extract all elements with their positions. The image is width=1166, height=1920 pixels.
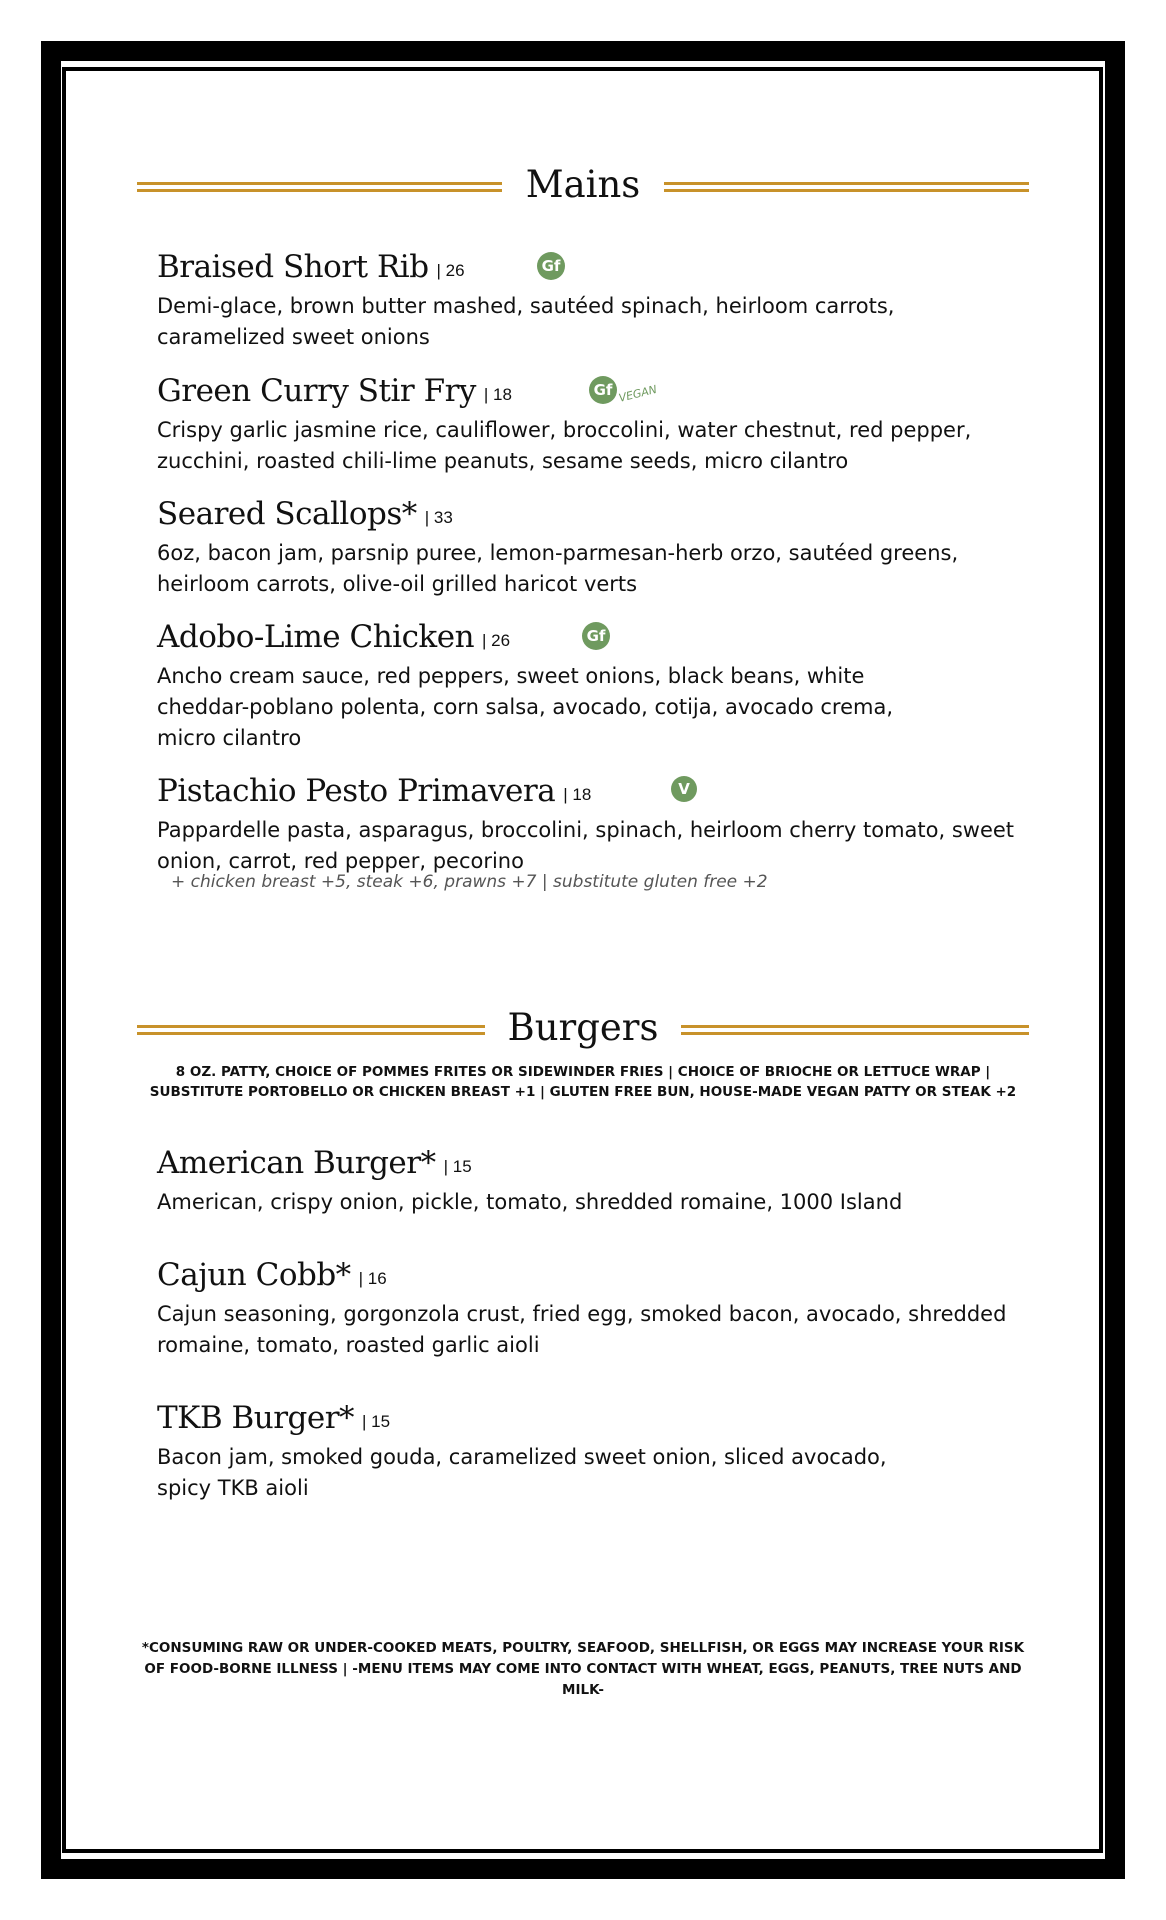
item-price: | 15 <box>443 1157 472 1176</box>
item-name: Adobo-Lime Chicken <box>157 619 475 655</box>
item-description: American, crispy onion, pickle, tomato, shredded romaine, 1000 Island <box>157 1190 903 1214</box>
mains-title: Mains <box>525 163 641 206</box>
mains-header-rule-right <box>664 182 1029 192</box>
item-price: | 33 <box>424 508 453 527</box>
item-price: | 18 <box>483 385 512 404</box>
burgers-title: Burgers <box>507 1006 659 1049</box>
item-description: Bacon jam, smoked gouda, caramelized sweet onion, sliced avocado, spicy TKB aioli <box>157 1445 887 1500</box>
mains-addons-note: + chicken breast +5, steak +6, prawns +7 | substitute gluten free +2 <box>171 872 768 892</box>
item-description: Crispy garlic jasmine rice, cauliflower, broccolini, water chestnut, red pepper, zucchini, roasted chili-lime peanuts, sesame seeds, micro cilantro <box>157 418 972 473</box>
menu-item-american-burger <box>157 1143 1037 1218</box>
item-price: | 15 <box>362 1412 391 1431</box>
item-name: Braised Short Rib <box>157 249 429 285</box>
item-description: Cajun seasoning, gorgonzola crust, fried egg, smoked bacon, avocado, shredded romaine, tomato, roasted garlic aioli <box>157 1302 1007 1357</box>
item-description: 6oz, bacon jam, parsnip puree, lemon-parmesan-herb orzo, sautéed greens, heirloom carrots, olive-oil grilled haricot verts <box>157 541 959 596</box>
item-name: TKB Burger* <box>157 1400 355 1436</box>
gluten-free-icon: Gf <box>537 252 565 280</box>
food-safety-disclaimer: *CONSUMING RAW OR UNDER-COOKED MEATS, POULTRY, SEAFOOD, SHELLFISH, OR EGGS MAY INCREASE YOUR RISK OF FOOD-BORNE ILLNESS | -MENU ITEMS MAY COME INTO CONTACT WITH WHEAT, EGGS, PEANUTS, TREE NUTS AND MILK- <box>141 1640 1025 1698</box>
burgers-header <box>137 1001 1029 1061</box>
item-description: Pappardelle pasta, asparagus, broccolini, spinach, heirloom cherry tomato, sweet onion, carrot, red pepper, pecorino <box>157 818 1015 873</box>
item-name: American Burger* <box>157 1145 436 1181</box>
item-price: | 26 <box>482 631 511 650</box>
item-name: Cajun Cobb* <box>157 1257 351 1293</box>
item-description: Ancho cream sauce, red peppers, sweet onions, black beans, white cheddar-poblano polenta, corn salsa, avocado, cotija, avocado crema, micro cilantro <box>157 664 894 750</box>
item-price: | 26 <box>436 261 465 280</box>
menu-item-braised-short-rib <box>157 247 1037 353</box>
vegetarian-icon: V <box>671 776 697 802</box>
gluten-free-icon: Gf <box>589 376 617 404</box>
mains-header <box>137 158 1029 218</box>
menu-item-cajun-cobb <box>157 1255 1037 1361</box>
menu-item-tkb-burger <box>157 1398 1037 1504</box>
gluten-free-icon: Gf <box>582 622 610 650</box>
menu-item-pistachio-pesto-primavera <box>157 771 1037 877</box>
item-name: Pistachio Pesto Primavera <box>157 773 556 809</box>
item-price: | 16 <box>358 1269 387 1288</box>
burgers-header-rule-right <box>681 1025 1029 1035</box>
item-description: Demi-glace, brown butter mashed, sautéed spinach, heirloom carrots, caramelized sweet onions <box>157 294 895 349</box>
item-price: | 18 <box>563 785 592 804</box>
menu-item-seared-scallops <box>157 494 1037 600</box>
item-name: Seared Scallops* <box>157 496 417 532</box>
vegan-tag: VEGAN <box>617 382 659 405</box>
item-name: Green Curry Stir Fry <box>157 373 476 409</box>
burgers-note: 8 OZ. PATTY, CHOICE OF POMMES FRITES OR SIDEWINDER FRIES | CHOICE OF BRIOCHE OR LETTUCE WRAP | SUBSTITUTE PORTOBELLO OR CHICKEN BREAST +1 | GLUTEN FREE BUN, HOUSE-MADE VEGAN PATTY OR STEAK +2 <box>149 1064 1017 1100</box>
